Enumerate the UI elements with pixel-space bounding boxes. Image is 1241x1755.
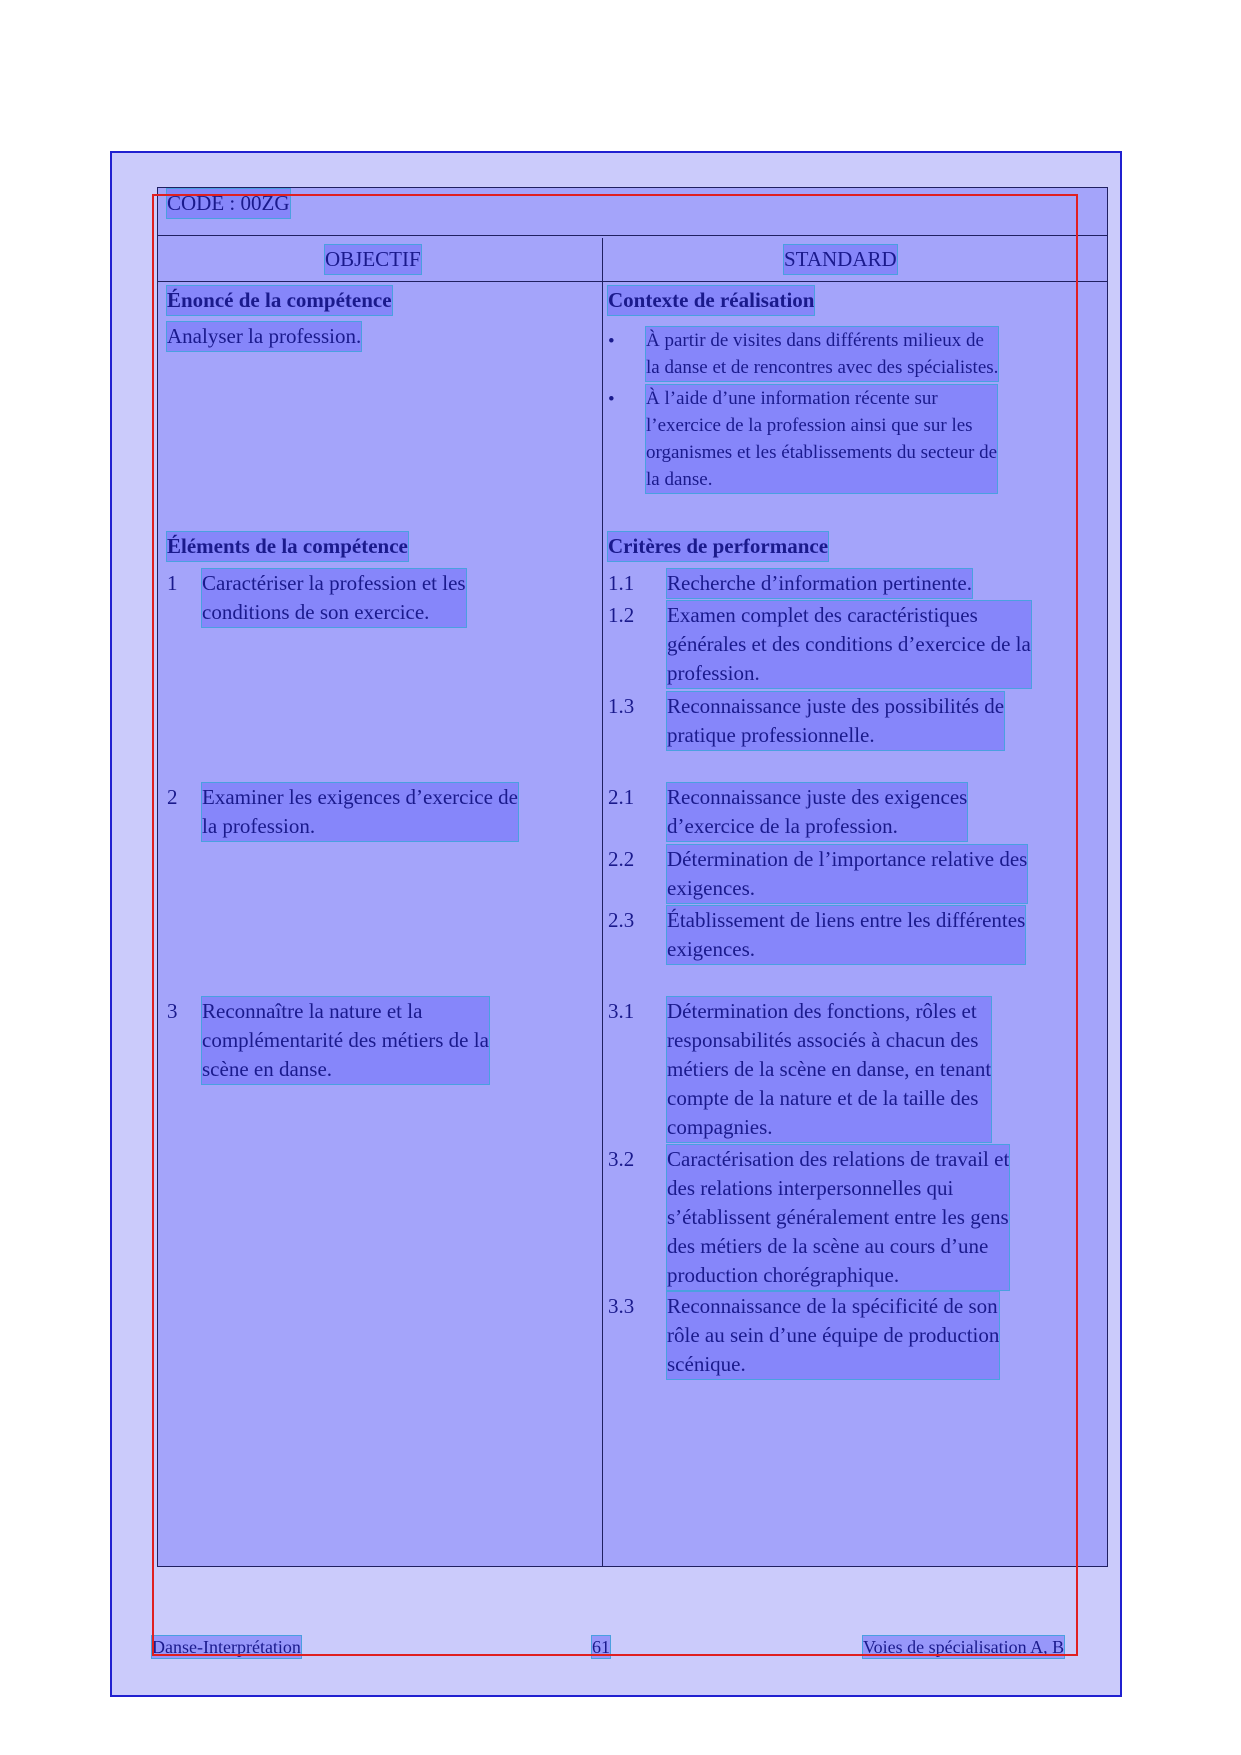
element-number: 3 bbox=[167, 999, 178, 1023]
enonce-text: Analyser la profession. bbox=[167, 322, 361, 351]
critere-number: 3.1 bbox=[608, 999, 635, 1023]
enonce-title: Énoncé de la compétence bbox=[167, 286, 392, 315]
critere-text: Recherche d’information pertinente. bbox=[667, 569, 972, 598]
header-objectif: OBJECTIF bbox=[325, 245, 421, 274]
bullet-marker: • bbox=[608, 389, 615, 410]
critere-text: Détermination de l’importance relative des exigences. bbox=[667, 845, 1027, 903]
elements-title: Éléments de la compétence bbox=[167, 532, 408, 561]
code-row-divider bbox=[157, 235, 1108, 236]
critere-number: 3.3 bbox=[608, 1294, 635, 1318]
critere-number: 2.3 bbox=[608, 908, 635, 932]
contexte-title: Contexte de réalisation bbox=[608, 286, 814, 315]
criteres-title: Critères de performance bbox=[608, 532, 828, 561]
critere-text: Reconnaissance de la spécificité de son rôle au sein d’une équipe de production scénique. bbox=[667, 1292, 999, 1379]
critere-text: Reconnaissance juste des exigences d’exercice de la profession. bbox=[667, 783, 967, 841]
contexte-bullet-2: À l’aide d’une information récente sur l’exercice de la profession ainsi que sur les organismes et les établissements du secteur de la danse. bbox=[646, 385, 997, 493]
critere-number: 2.2 bbox=[608, 847, 635, 871]
critere-number: 2.1 bbox=[608, 785, 635, 809]
critere-text: Examen complet des caractéristiques générales et des conditions d’exercice de la profession. bbox=[667, 601, 1031, 688]
footer-left: Danse-Interprétation bbox=[152, 1637, 301, 1657]
element-text: Reconnaître la nature et la complémentarité des métiers de la scène en danse. bbox=[202, 997, 489, 1084]
column-divider bbox=[602, 238, 603, 1567]
header-standard: STANDARD bbox=[784, 245, 897, 274]
bullet-marker: • bbox=[608, 331, 615, 352]
critere-number: 3.2 bbox=[608, 1147, 635, 1171]
critere-number: 1.1 bbox=[608, 571, 635, 595]
header-row-divider bbox=[157, 281, 1108, 282]
element-number: 1 bbox=[167, 571, 178, 595]
critere-number: 1.2 bbox=[608, 603, 635, 627]
contexte-bullet-1: À partir de visites dans différents milieux de la danse et de rencontres avec des spécialistes. bbox=[646, 327, 998, 381]
critere-text: Reconnaissance juste des possibilités de pratique professionnelle. bbox=[667, 692, 1004, 750]
critere-text: Établissement de liens entre les différentes exigences. bbox=[667, 906, 1025, 964]
element-text: Caractériser la profession et les conditions de son exercice. bbox=[202, 569, 466, 627]
element-number: 2 bbox=[167, 785, 178, 809]
element-text: Examiner les exigences d’exercice de la profession. bbox=[202, 783, 518, 841]
footer-right: Voies de spécialisation A, B bbox=[863, 1637, 1065, 1657]
critere-text: Détermination des fonctions, rôles et responsabilités associés à chacun des métiers de la scène en danse, en tenant compte de la nature et de la taille des compagnies. bbox=[667, 997, 991, 1142]
critere-number: 1.3 bbox=[608, 694, 635, 718]
footer-page-number: 61 bbox=[592, 1637, 610, 1657]
critere-text: Caractérisation des relations de travail et des relations interpersonnelles qui s’établissent généralement entre les gens des métiers de la scène au cours d’une production chorégraphique. bbox=[667, 1145, 1009, 1290]
code-label: CODE : 00ZG bbox=[167, 189, 290, 218]
